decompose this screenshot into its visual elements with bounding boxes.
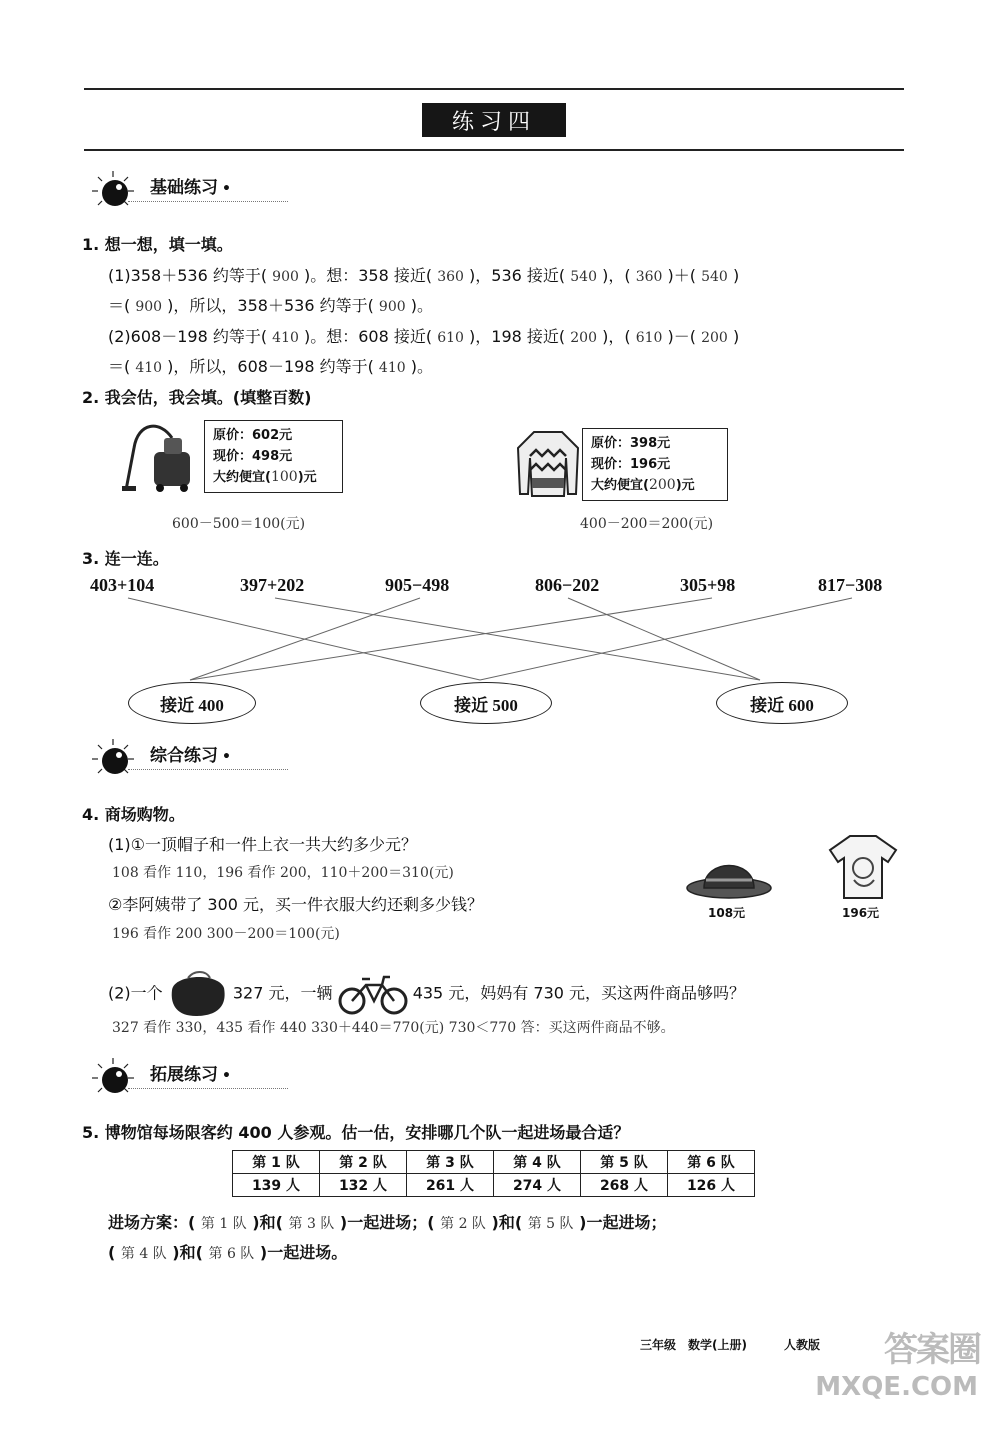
connection-line [480,598,852,680]
q2-work-sweater: 400－200＝200(元) [580,516,714,532]
current-price: 现价：196元 [591,457,671,472]
q1-answer: 410 [135,360,163,376]
target-near-500: 接近 500 [420,682,552,724]
q1-title: 1. 想一想，填一填。 [82,235,233,254]
plan-answer: 第 1 队 [200,1216,247,1232]
table-row [233,1174,755,1197]
q1-answer: 540 [570,269,597,285]
q4-part2-question: ②李阿姨带了 300 元，买一件衣服大约还剩多少钱？ [108,895,484,914]
section-header-basic: 基础练习 • [88,165,288,215]
discount-line: 大约便宜(200)元 [591,477,695,493]
discount-line: 大约便宜(100)元 [213,469,317,485]
q1-answer: 900 [378,299,406,315]
q1-answer: 410 [272,330,299,346]
plan-answer: 第 5 队 [527,1216,574,1232]
q5-plan-line1: 进场方案：( 第 1 队 )和( 第 3 队 )一起进场；( 第 2 队 )和( 第 5 队 )一起进场； [108,1213,667,1232]
q4-part3-question: (2)一个 327 元，一辆 435 元，妈妈有 730 元，买这两件商品够吗？ [108,970,745,1018]
expression-397-202: 397+202 [240,575,305,595]
q1-answer: 610 [635,330,663,346]
tshirt-icon [828,832,898,902]
section-header-extended: 拓展练习 • [88,1052,288,1102]
q2-title: 2. 我会估，我会填。(填整百数) [82,388,312,407]
q5-plan-line2: ( 第 4 队 )和( 第 6 队 )一起进场。 [108,1243,348,1262]
footer-edition: 人教版 [784,1338,821,1352]
q4-part2-work: 196 看作 200 300－200＝100(元) [112,926,340,942]
q5-title: 5. 博物馆每场限客约 400 人参观。估一估，安排哪几个队一起进场最合适？ [82,1123,630,1142]
target-near-600: 接近 600 [716,682,848,724]
section-combined-label: 综合练习 [150,746,218,766]
q4-part1-work: 108 看作 110，196 看作 200，110＋200＝310(元) [112,865,454,881]
hat-icon [684,852,774,902]
plan-answer: 第 6 队 [208,1246,255,1262]
section-extended-label: 拓展练习 [150,1065,218,1085]
q1-answer: 200 [570,330,597,346]
q1-answer: 200 [701,330,728,346]
current-price: 现价：498元 [213,449,293,464]
watermark-url: MXQE.COM [815,1372,978,1402]
team-count: 139 人 [233,1174,320,1197]
bag-icon [168,970,228,1018]
plan-answer: 第 4 队 [120,1246,167,1262]
expression-905-498: 905−498 [385,575,450,595]
team-count: 126 人 [668,1174,755,1197]
q1-answer: 610 [437,330,464,346]
team-count: 261 人 [407,1174,494,1197]
q1-part2-line1: (2)608－198 约等于( 410 )。想：608 接近( 610 )，198 接近( 200 )，( 610 )－( 200 ) [108,327,740,346]
connection-line [190,598,712,680]
hat-price: 108元 [708,906,746,920]
q1-answer: 900 [135,299,163,315]
teams-table [232,1150,755,1197]
bicycle-icon [338,971,408,1017]
tshirt-price: 196元 [842,906,880,920]
q1-part1-line2: ＝( 900 )，所以，358＋536 约等于( 900 )。 [108,296,433,315]
footer-subject: 数学(上册) [688,1338,747,1352]
team-header: 第 5 队 [581,1151,668,1174]
sun-icon [88,1052,138,1102]
team-count: 274 人 [494,1174,581,1197]
plan-answer: 第 2 队 [440,1216,486,1232]
expression-806-202: 806−202 [535,575,600,595]
connection-line [190,598,420,680]
q1-answer: 410 [378,360,406,376]
team-header: 第 4 队 [494,1151,581,1174]
original-price: 原价：398元 [591,436,671,451]
team-header: 第 2 队 [320,1151,407,1174]
q4-title: 4. 商场购物。 [82,805,185,824]
watermark-logo: 答案圈 [884,1330,980,1370]
q1-part1-line1: (1)358＋536 约等于( 900 )。想：358 接近( 360 )，536 接近( 540 )，( 360 )＋( 540 ) [108,266,740,285]
team-header: 第 6 队 [668,1151,755,1174]
q1-part2-line2: ＝( 410 )，所以，608－198 约等于( 410 )。 [108,357,433,376]
page-title: 练习四 [422,103,566,137]
expression-817-308: 817−308 [818,575,883,595]
q1-answer: 360 [635,269,663,285]
q1-answer: 540 [701,269,728,285]
table-row [233,1151,755,1174]
q4-part1-question: (1)①一顶帽子和一件上衣一共大约多少元？ [108,835,418,854]
q3-title: 3. 连一连。 [82,549,169,568]
team-count: 268 人 [581,1174,668,1197]
q1-answer: 360 [437,269,464,285]
team-header: 第 1 队 [233,1151,320,1174]
connection-line [275,598,760,680]
team-header: 第 3 队 [407,1151,494,1174]
sun-icon [88,733,138,783]
expression-305-98: 305+98 [680,575,736,595]
q4-part3-work: 327 看作 330，435 看作 440 330＋440＝770(元) 730＜770 答：买这两件商品不够。 [112,1020,675,1036]
original-price: 原价：602元 [213,428,293,443]
section-basic-label: 基础练习 [150,178,218,198]
q2-work-vacuum: 600－500＝100(元) [172,516,306,532]
expression-403-104: 403+104 [90,575,155,595]
team-count: 132 人 [320,1174,407,1197]
section-header-combined: 综合练习 • [88,733,288,783]
target-near-400: 接近 400 [128,682,256,724]
footer-grade: 三年级 [640,1338,677,1352]
plan-answer: 第 3 队 [288,1216,335,1232]
q1-answer: 900 [272,269,299,285]
